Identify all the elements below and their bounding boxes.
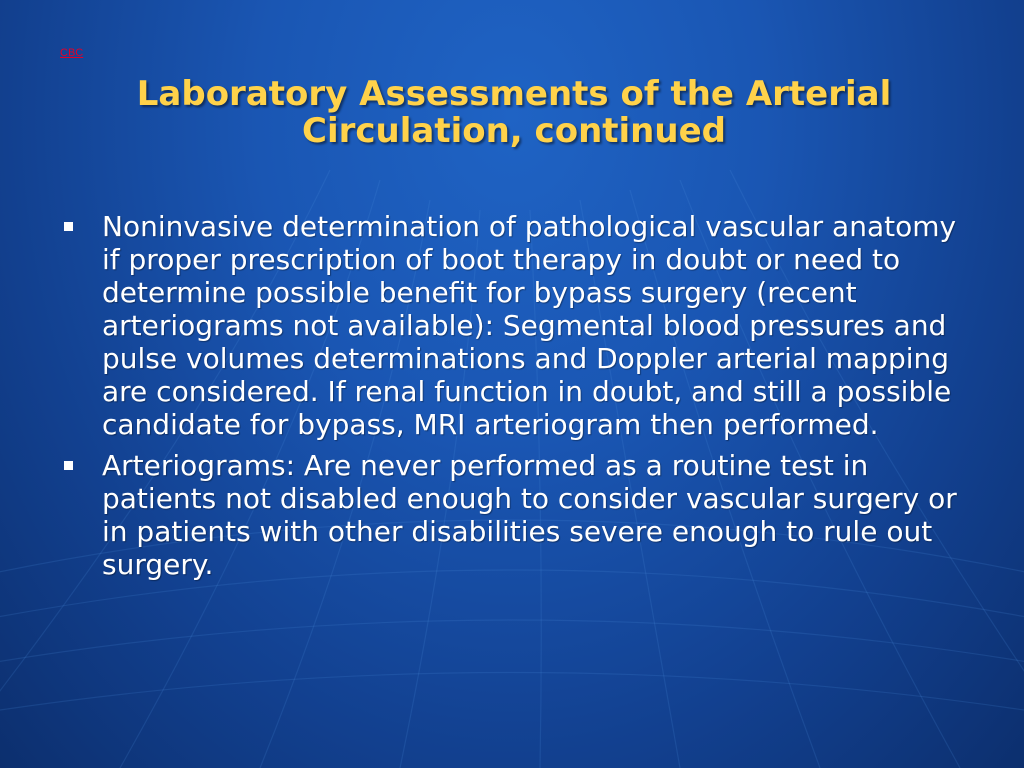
bullet-text: Noninvasive determination of pathological vascular anatomy if proper prescription of boot therapy in doubt or need to determine possible benefit for bypass surgery (recent arteriograms not available): Segmental blood pressures and pulse volumes determinations and Doppler arterial mapping are considered. If renal function in doubt, and still a possible candidate for bypass, MRI arteriogram then performed.	[102, 210, 957, 441]
square-bullet-icon	[64, 222, 73, 231]
slide-tag: CBC	[60, 47, 84, 59]
title-line-1: Laboratory Assessments of the Arterial	[136, 74, 892, 114]
title-line-2: Circulation, continued	[302, 111, 726, 151]
bullet-item	[60, 449, 960, 581]
bullet-item	[60, 210, 960, 441]
bullet-list	[60, 210, 960, 589]
background-arc	[0, 620, 1024, 700]
slide-title	[40, 76, 988, 150]
background-arc	[0, 673, 1024, 746]
bullet-text: Arteriograms: Are never performed as a routine test in patients not disabled enough to consider vascular surgery or in patients with other disabilities severe enough to rule out surgery.	[102, 449, 957, 581]
square-bullet-icon	[64, 461, 73, 470]
